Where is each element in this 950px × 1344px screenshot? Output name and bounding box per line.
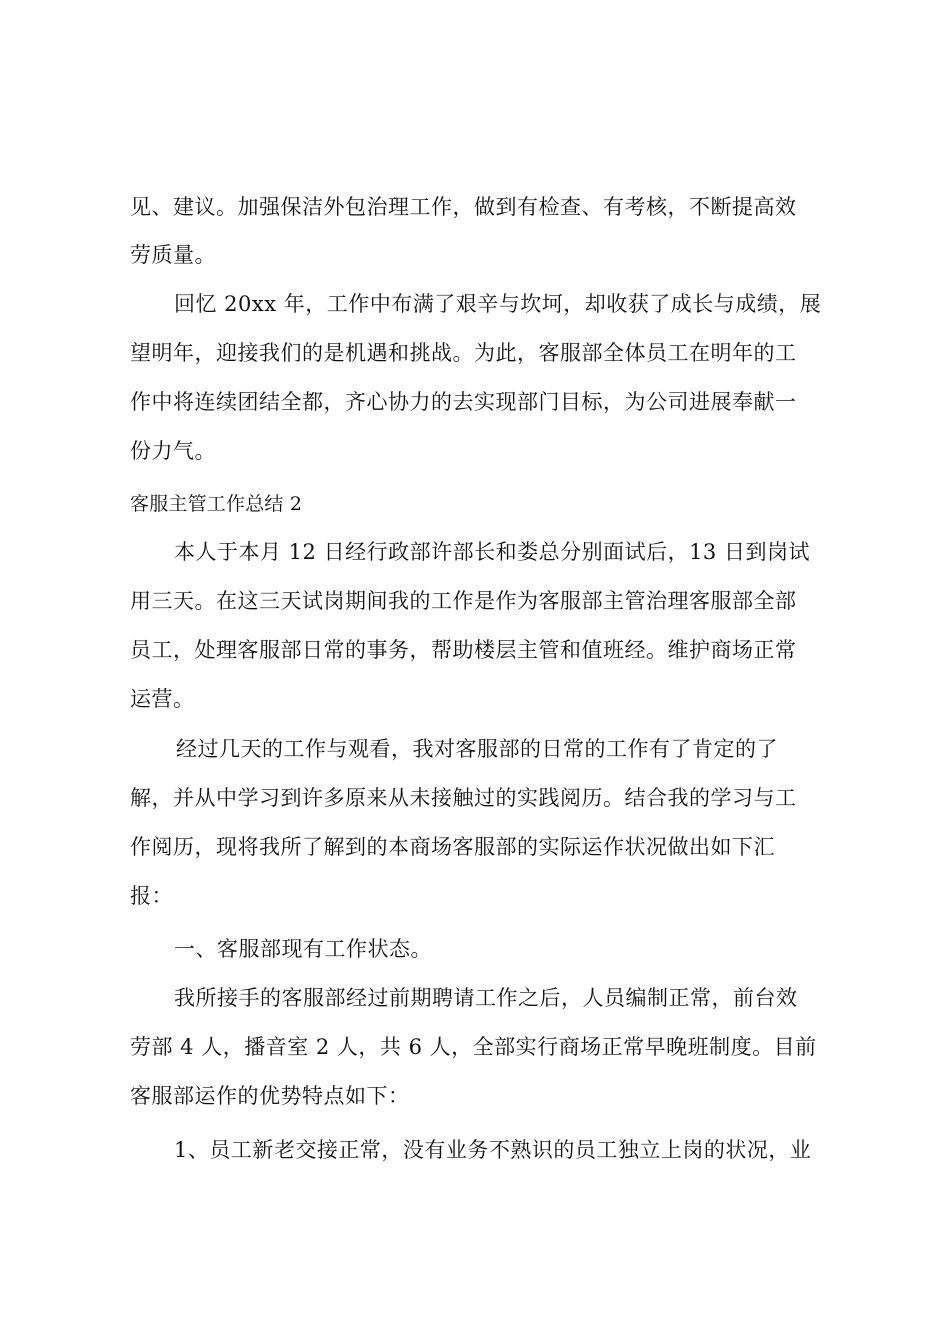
section-heading: 客服主管工作总结 2 (130, 493, 303, 515)
paragraph-line: 我所接手的客服部经过前期聘请工作之后，人员编制正常，前台效 (174, 986, 798, 1010)
paragraph-line: 见、建议。加强保洁外包治理工作，做到有检查、有考核，不断提高效 (130, 195, 797, 219)
paragraph-line: 员工，处理客服部日常的事务，帮助楼层主管和值班经。维护商场正常 (130, 638, 797, 662)
paragraph-line: 解，并从中学习到许多原来从未接触过的实践阅历。结合我的学习与工 (130, 786, 797, 810)
paragraph-line: 运营。 (130, 687, 195, 711)
paragraph-line: 本人于本月 12 日经行政部许部长和娄总分别面试后，13 日到岗试 (174, 540, 810, 564)
paragraph-line: 望明年，迎接我们的是机遇和挑战。为此，客服部全体员工在明年的工 (130, 341, 797, 365)
paragraph-line: 作阅历，现将我所了解到的本商场客服部的实际运作状况做出如下汇 (130, 835, 775, 859)
paragraph-line: 经过几天的工作与观看，我对客服部的日常的工作有了肯定的了 (176, 737, 778, 761)
paragraph-line: 一、客服部现有工作状态。 (174, 937, 432, 961)
paragraph-line: 客服部运作的优势特点如下： (130, 1084, 410, 1108)
paragraph-line: 1、员工新老交接正常，没有业务不熟识的员工独立上岗的状况，业 (174, 1138, 812, 1162)
paragraph-line: 回忆 20xx 年，工作中布满了艰辛与坎坷，却收获了成长与成绩，展 (174, 292, 822, 316)
paragraph-line: 作中将连续团结全都，齐心协力的去实现部门目标，为公司进展奉献一 (130, 390, 797, 414)
paragraph-line: 劳部 4 人，播音室 2 人，共 6 人，全部实行商场正常早晚班制度。目前 (130, 1035, 817, 1059)
paragraph-line: 用三天。在这三天试岗期间我的工作是作为客服部主管治理客服部全部 (130, 589, 797, 613)
paragraph-line: 报： (130, 884, 173, 908)
paragraph-line: 劳质量。 (130, 243, 216, 267)
paragraph-line: 份力气。 (130, 439, 216, 463)
